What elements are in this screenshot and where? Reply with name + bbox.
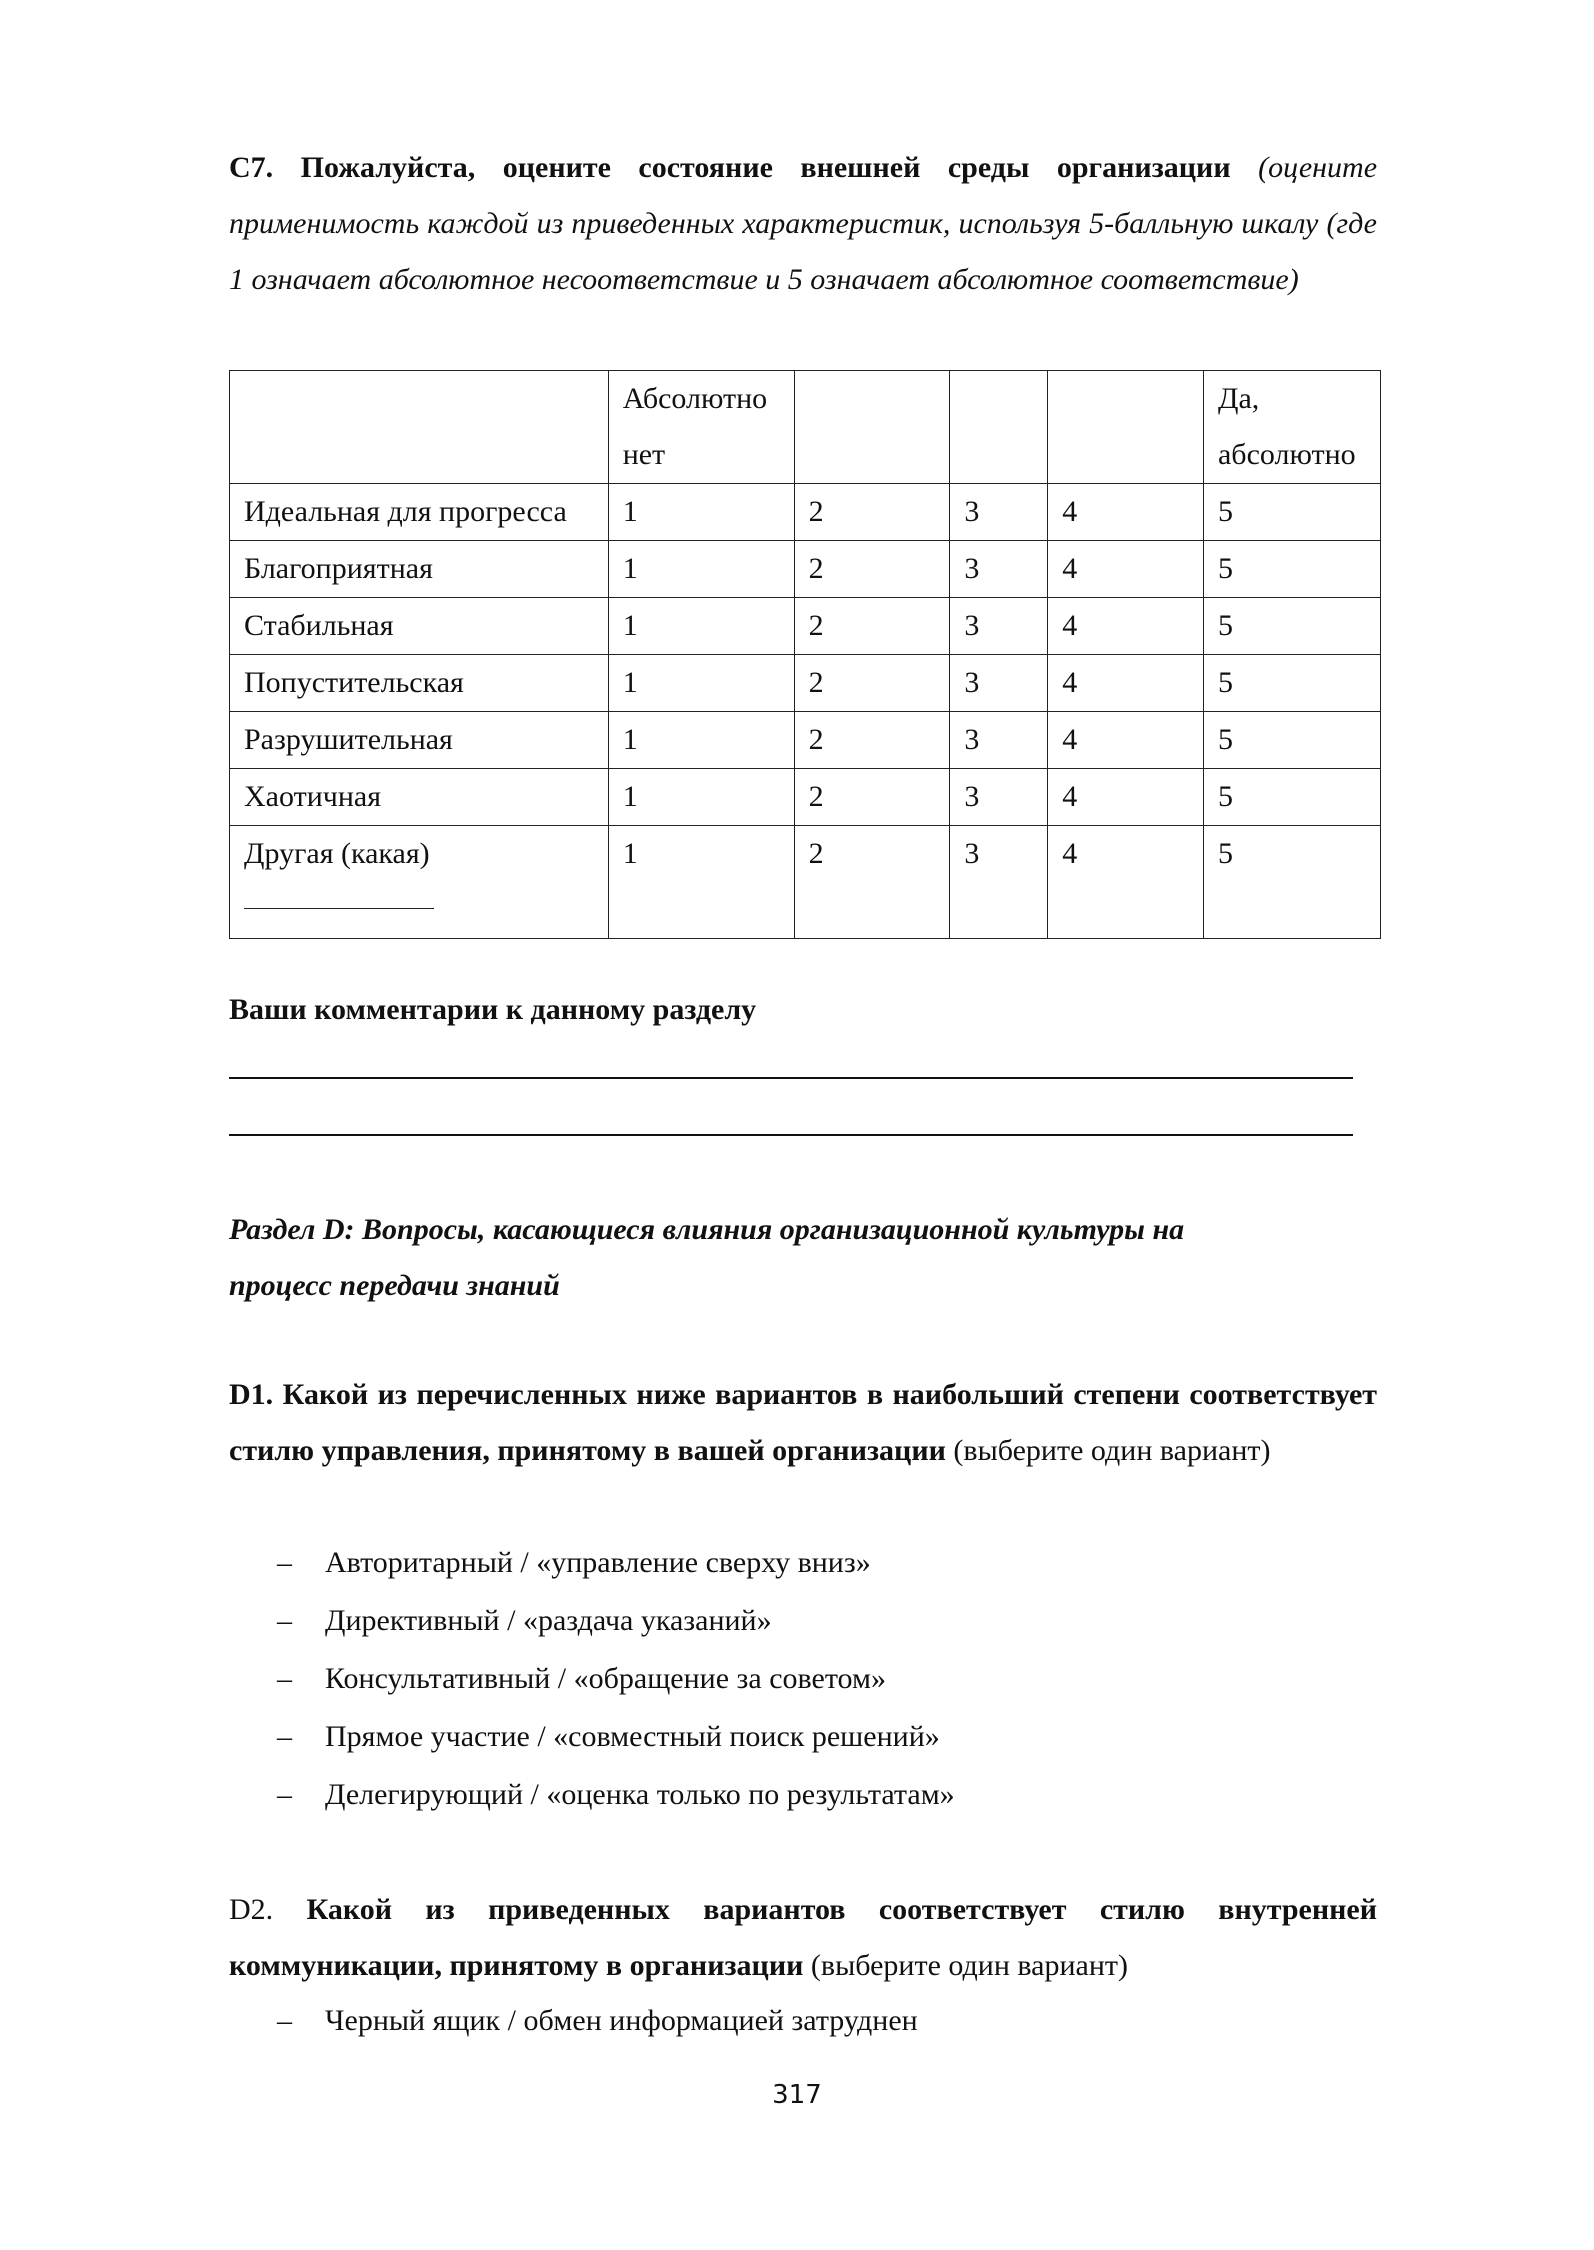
comments-label: Ваши комментарии к данному разделу [229,993,757,1026]
rating-cell: 4 [1048,826,1204,939]
header-cell-empty [230,371,609,484]
table-row [230,826,1381,939]
rating-cell: 3 [950,484,1048,541]
rating-cell: 2 [794,598,950,655]
list-item[interactable] [277,1766,955,1824]
table-row [230,655,1381,712]
dash-bullet: – [277,1778,292,1811]
row-label: Другая (какая) [244,837,430,870]
blank-fill-line[interactable] [244,882,434,909]
comment-line-1[interactable] [229,1077,1353,1079]
rating-cell: 5 [1203,826,1380,939]
rating-cell: 3 [950,598,1048,655]
table-row [230,598,1381,655]
list-item[interactable] [277,1534,955,1592]
list-item[interactable] [277,1708,955,1766]
header-cell-4 [1048,371,1204,484]
rating-cell: 3 [950,769,1048,826]
section-d-title-line1: Раздел D: Вопросы, касающиеся влияния организационной культуры на [229,1213,1185,1246]
c7-instruction: (оцените применимость каждой из приведенных характеристик, используя 5-балльную шкалу (где 1 означает абсолютное несоответствие и 5 означает абсолютное соответствие) [229,151,1378,296]
d2-question [229,1882,1377,1994]
rating-cell: 4 [1048,769,1204,826]
rating-cell: 5 [1203,598,1380,655]
dash-bullet: – [277,2004,292,2037]
rating-cell: 4 [1048,598,1204,655]
rating-cell: 4 [1048,541,1204,598]
dash-bullet: – [277,1662,292,1695]
header-cell-absolutely-not: Абсолютно нет [608,371,794,484]
rating-cell: 3 [950,826,1048,939]
rating-cell: 5 [1203,769,1380,826]
row-label: Стабильная [230,598,609,655]
rating-cell: 2 [794,826,950,939]
option-label: Делегирующий / «оценка только по результатам» [325,1778,955,1811]
rating-cell: 4 [1048,484,1204,541]
d2-question-text: Какой из приведенных вариантов соответствует стилю внутренней коммуникации, принятому в организации [229,1893,1378,1982]
list-item[interactable] [277,1992,918,2050]
d1-question-text: D1. Какой из перечисленных ниже вариантов в наибольший степени соответствует стилю управления, принятому в вашей организации [229,1378,1377,1467]
c7-question [229,140,1377,308]
row-label: Благоприятная [230,541,609,598]
rating-cell: 1 [608,598,794,655]
rating-cell: 5 [1203,484,1380,541]
rating-cell: 1 [608,769,794,826]
table-row [230,541,1381,598]
rating-cell: 2 [794,484,950,541]
list-item[interactable] [277,1592,955,1650]
option-label: Прямое участие / «совместный поиск решений» [325,1720,940,1753]
comment-line-2[interactable] [229,1134,1353,1136]
option-label: Авторитарный / «управление сверху вниз» [325,1546,871,1579]
rating-cell: 5 [1203,712,1380,769]
row-label: Хаотичная [230,769,609,826]
table-header-row [230,371,1381,484]
rating-cell: 4 [1048,712,1204,769]
option-label: Консультативный / «обращение за советом» [325,1662,886,1695]
rating-cell: 2 [794,769,950,826]
header-cell-2 [794,371,950,484]
table-row [230,712,1381,769]
rating-cell: 1 [608,541,794,598]
table-row [230,769,1381,826]
rating-cell: 3 [950,655,1048,712]
header-cell-3 [950,371,1048,484]
option-label: Директивный / «раздача указаний» [325,1604,772,1637]
d1-options-list [277,1534,955,1824]
rating-cell: 3 [950,712,1048,769]
row-label-other [230,826,609,939]
section-d-title-line2: процесс передачи знаний [229,1269,560,1302]
d1-question [229,1367,1377,1479]
row-label: Попустительская [230,655,609,712]
page-number: 317 [772,2080,822,2110]
rating-cell: 5 [1203,655,1380,712]
list-item[interactable] [277,1650,955,1708]
table-row [230,484,1381,541]
rating-cell: 1 [608,484,794,541]
rating-cell: 5 [1203,541,1380,598]
rating-cell: 2 [794,712,950,769]
rating-cell: 2 [794,541,950,598]
dash-bullet: – [277,1546,292,1579]
rating-cell: 1 [608,655,794,712]
dash-bullet: – [277,1604,292,1637]
d2-note: (выберите один вариант) [810,1949,1129,1982]
rating-cell: 4 [1048,655,1204,712]
rating-cell: 1 [608,712,794,769]
rating-cell: 1 [608,826,794,939]
section-d-title [229,1202,1377,1314]
row-label: Разрушительная [230,712,609,769]
d2-prefix: D2. [229,1893,274,1926]
header-cell-yes-absolutely: Да, абсолютно [1203,371,1380,484]
row-label: Идеальная для прогресса [230,484,609,541]
c7-title: С7. Пожалуйста, оцените состояние внешней среды организации [229,151,1231,184]
d2-options-list [277,1992,918,2050]
rating-cell: 3 [950,541,1048,598]
dash-bullet: – [277,1720,292,1753]
d1-note: (выберите один вариант) [953,1434,1271,1467]
rating-cell: 2 [794,655,950,712]
option-label: Черный ящик / обмен информацией затруднен [325,2004,918,2037]
rating-table [229,370,1381,939]
